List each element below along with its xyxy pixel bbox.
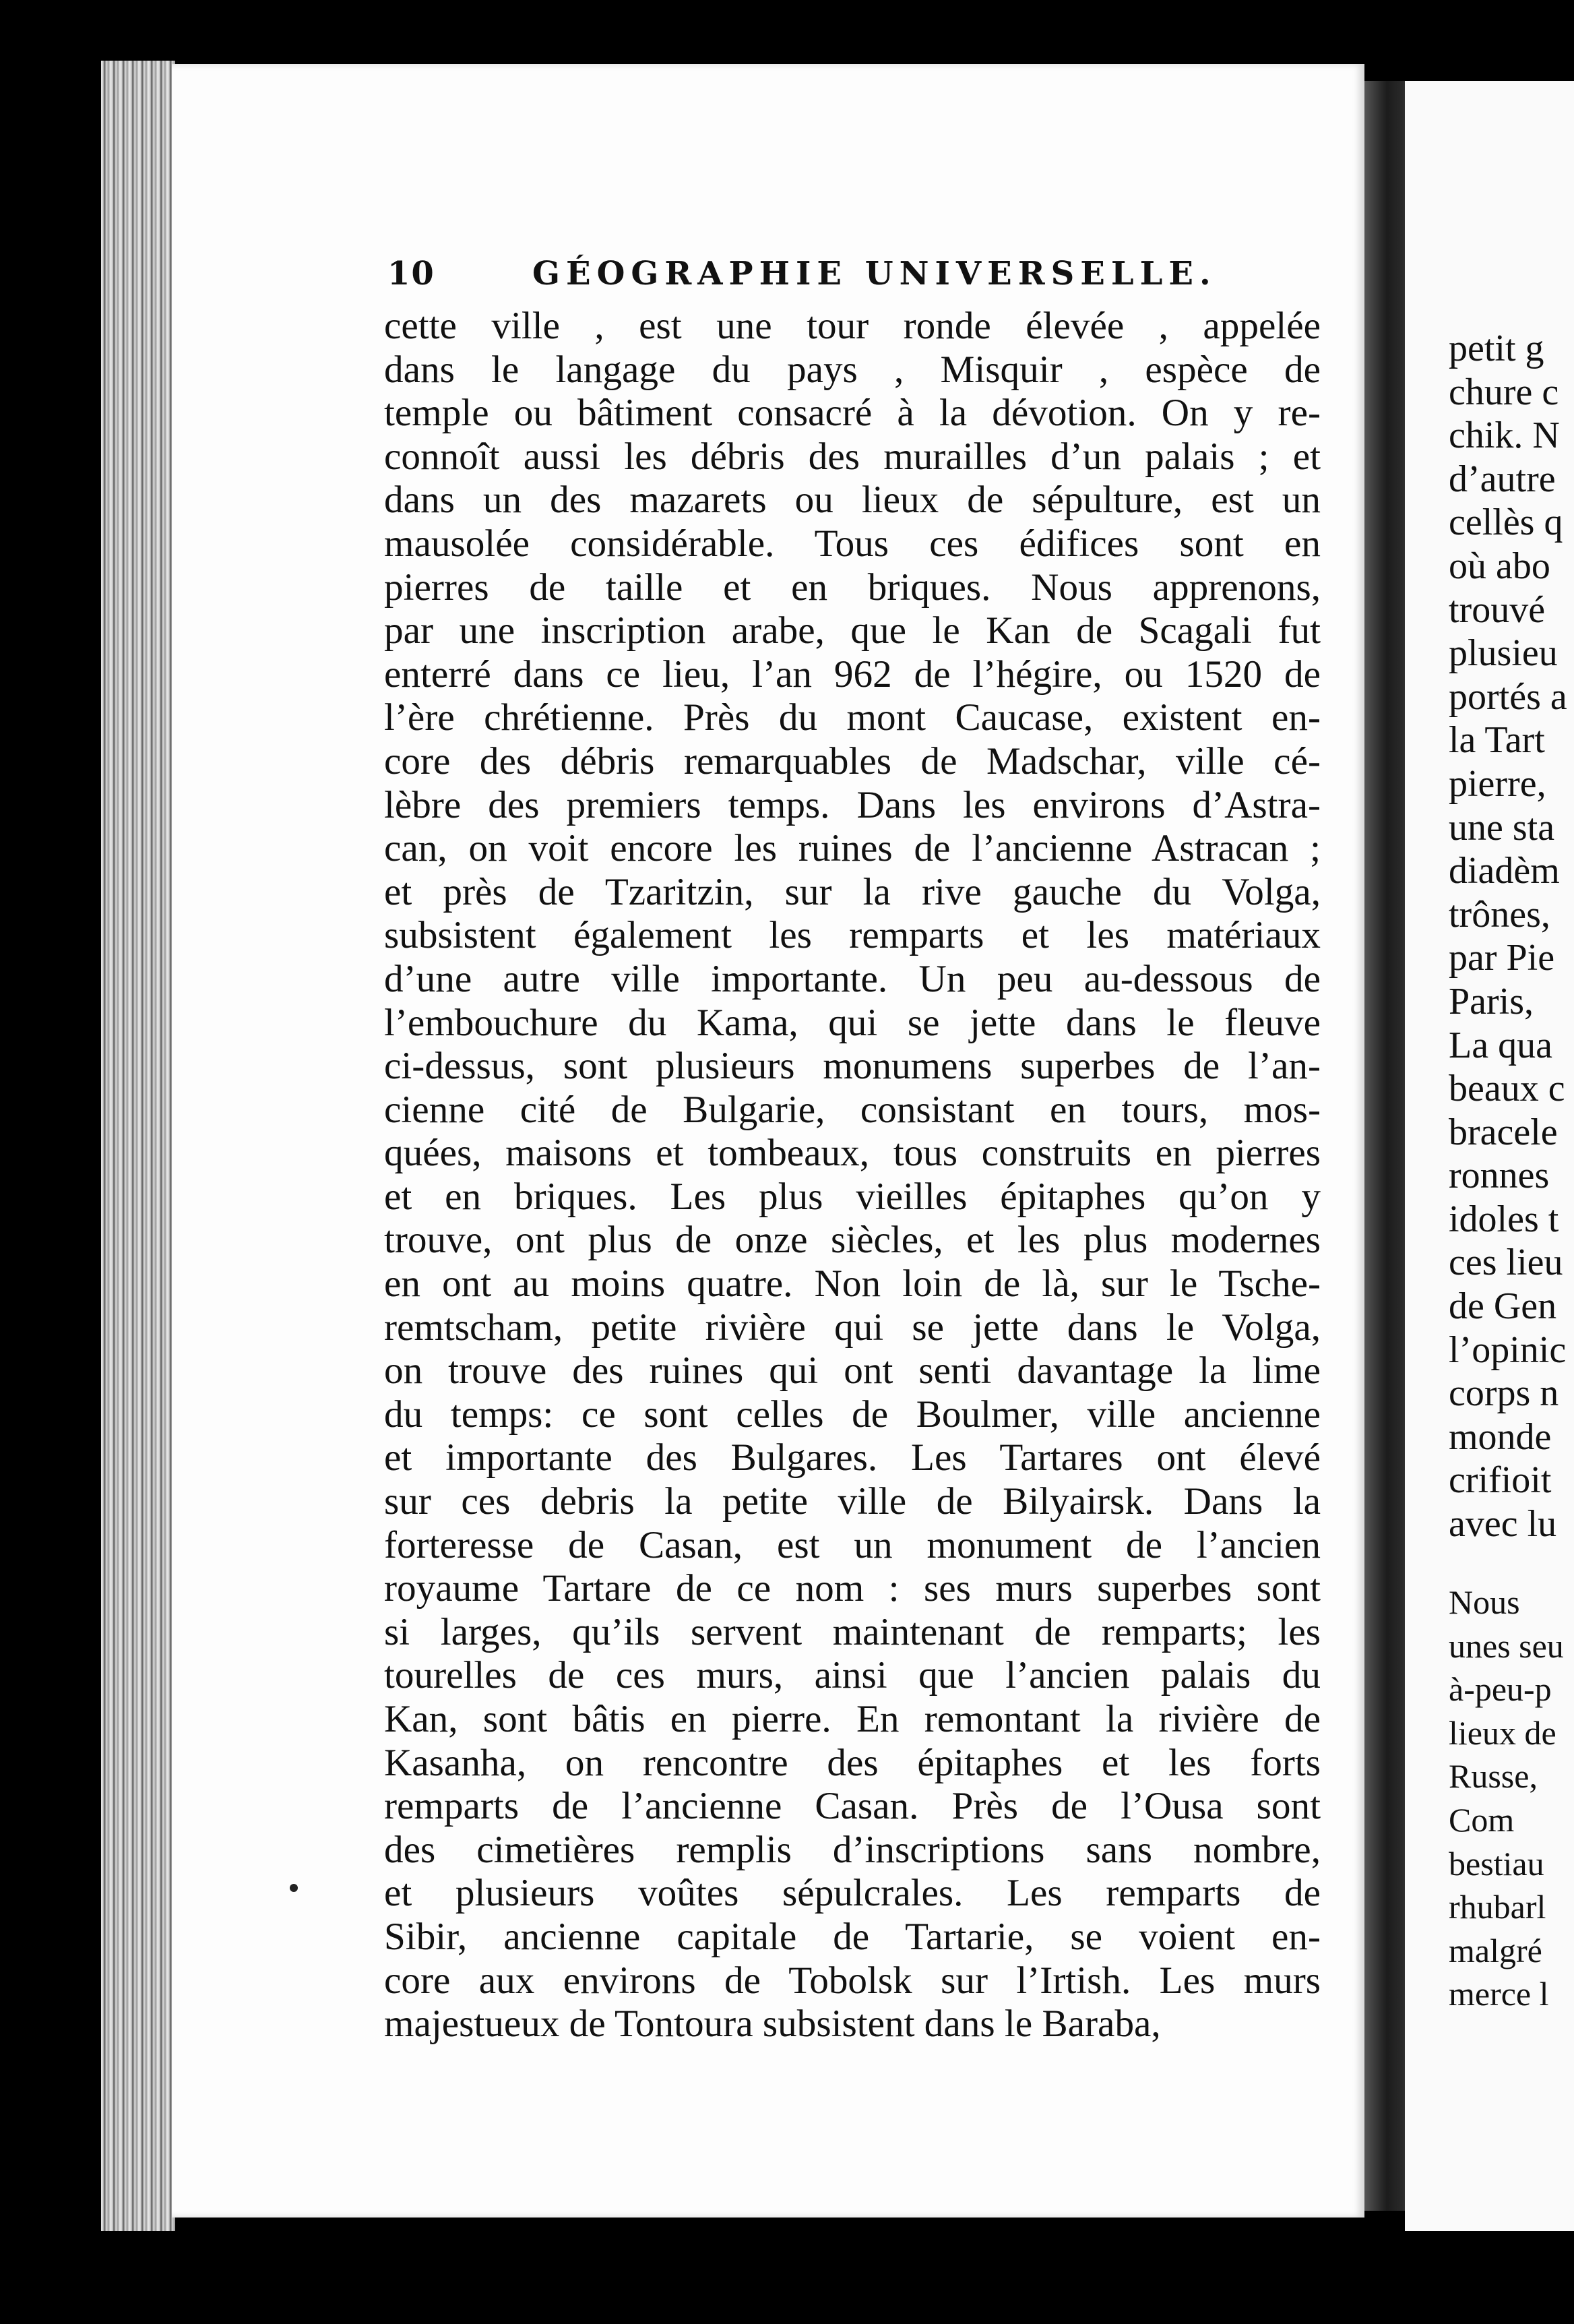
text-line: lèbre des premiers temps. Dans les environs d’Astra- [384, 783, 1321, 826]
text-line: dans le langage du pays , Misquir , espèce de [384, 348, 1321, 391]
right-text-fragment: merce l [1449, 1975, 1549, 2013]
text-line: dans un des mazarets ou lieux de sépulture, est un [384, 479, 1321, 522]
right-page-text-top [1449, 327, 1567, 1546]
right-text-fragment: avec lu [1449, 1503, 1557, 1546]
text-line: remparts de l’ancienne Casan. Près de l’Ousa sont [384, 1785, 1321, 1828]
right-text-fragment: par Pie [1449, 937, 1555, 979]
right-text-fragment: portés a [1449, 675, 1567, 718]
right-text-fragment: La qua [1449, 1024, 1552, 1066]
right-text-fragment: corps n [1449, 1372, 1559, 1415]
text-line: forteresse de Casan, est un monument de l’ancien [384, 1523, 1321, 1566]
running-title: GÉOGRAPHIE UNIVERSELLE. [532, 255, 1217, 293]
text-line: d’une autre ville importante. Un peu au-dessous de [384, 957, 1321, 1000]
right-text-fragment: à-peu-p [1449, 1670, 1552, 1709]
text-line: pierres de taille et en briques. Nous apprenons, [384, 565, 1321, 609]
text-line: cette ville , est une tour ronde élevée , appelée [384, 305, 1321, 347]
book-page-edges [101, 61, 175, 2231]
text-line: et près de Tzaritzin, sur la rive gauche du Volga, [384, 870, 1321, 913]
text-line: si larges, qu’ils servent maintenant de remparts; les [384, 1610, 1321, 1653]
text-line: ci-dessus, sont plusieurs monumens superbes de l’an- [384, 1045, 1321, 1088]
right-text-fragment: diadèm [1449, 850, 1560, 892]
text-line: Kan, sont bâtis en pierre. En remontant la rivière de [384, 1698, 1321, 1740]
text-line: can, on voit encore les ruines de l’ancienne Astracan ; [384, 827, 1321, 870]
right-text-fragment: plusieu [1449, 632, 1558, 675]
text-line: du temps: ce sont celles de Boulmer, ville ancienne [384, 1393, 1321, 1436]
right-text-fragment: la Tart [1449, 719, 1545, 762]
text-line: connoît aussi les débris des murailles d’un palais ; et [384, 435, 1321, 478]
right-text-fragment: Nous [1449, 1583, 1520, 1621]
right-text-fragment: trônes, [1449, 893, 1550, 936]
text-line: core des débris remarquables de Madschar, ville cé- [384, 739, 1321, 783]
text-line: tourelles de ces murs, ainsi que l’ancien palais du [384, 1654, 1321, 1697]
right-text-fragment: petit g [1449, 328, 1544, 369]
right-text-fragment: ronnes [1449, 1155, 1550, 1197]
text-line: trouve, ont plus de onze siècles, et les plus modernes [384, 1219, 1321, 1262]
text-line: en ont au moins quatre. Non loin de là, sur le Tsche- [384, 1262, 1321, 1306]
text-line: enterré dans ce lieu, l’an 962 de l’hégire, ou 1520 de [384, 652, 1321, 696]
right-text-fragment: une sta [1449, 806, 1555, 849]
right-text-fragment: rhubarl [1449, 1888, 1546, 1926]
text-line: par une inscription arabe, que le Kan de Scagali fut [384, 609, 1321, 652]
right-text-fragment: monde [1449, 1415, 1552, 1458]
right-text-fragment: l’opinic [1449, 1328, 1567, 1371]
text-line: remtscham, petite rivière qui se jette dans le Volga, [384, 1306, 1321, 1349]
right-text-fragment: de Gen [1449, 1285, 1557, 1328]
right-text-fragment: bestiau [1449, 1844, 1544, 1883]
text-line: mausolée considérable. Tous ces édifices sont en [384, 522, 1321, 565]
right-text-fragment: Russe, [1449, 1757, 1538, 1796]
right-text-fragment: lieux de [1449, 1713, 1556, 1752]
text-line: et plusieurs voûtes sépulcrales. Les remparts de [384, 1872, 1321, 1915]
right-text-fragment: Com [1449, 1800, 1515, 1839]
right-text-fragment: chure c [1449, 371, 1559, 413]
right-text-fragment: malgré [1449, 1931, 1542, 1969]
text-line: et en briques. Les plus vieilles épitaphes qu’on y [384, 1175, 1321, 1218]
page-number: 10 [387, 255, 435, 293]
right-text-fragment: beaux c [1449, 1068, 1565, 1110]
page-header [387, 255, 1217, 302]
text-line: majestueux de Tontoura subsistent dans le Baraba, [384, 2002, 1161, 2046]
text-line: cienne cité de Bulgarie, consistant en tours, mos- [384, 1088, 1321, 1131]
text-line: core aux environs de Tobolsk sur l’Irtish. Les murs [384, 1959, 1321, 2002]
text-line: temple ou bâtiment consacré à la dévotion. On y re- [384, 392, 1321, 435]
body-text [384, 305, 1321, 2046]
right-text-fragment: où abo [1449, 545, 1550, 587]
right-text-fragment: pierre, [1449, 762, 1546, 805]
right-page-text-bottom [1449, 1581, 1564, 2016]
right-text-fragment: ces lieu [1449, 1242, 1563, 1284]
text-line: subsistent également les remparts et les matériaux [384, 914, 1321, 957]
text-line: et importante des Bulgares. Les Tartares ont élevé [384, 1436, 1321, 1479]
right-text-fragment: unes seu [1449, 1626, 1564, 1665]
right-text-fragment: cellès q [1449, 501, 1563, 544]
right-text-fragment: chik. N [1449, 415, 1560, 457]
right-text-fragment: bracele [1449, 1111, 1558, 1153]
right-text-fragment: crifioit [1449, 1459, 1552, 1502]
right-text-fragment: trouvé [1449, 588, 1546, 631]
text-line: l’embouchure du Kama, qui se jette dans le fleuve [384, 1001, 1321, 1044]
text-line: quées, maisons et tombeaux, tous construits en pierres [384, 1132, 1321, 1175]
text-line: sur ces debris la petite ville de Bilyairsk. Dans la [384, 1480, 1321, 1523]
text-line: on trouve des ruines qui ont senti davantage la lime [384, 1349, 1321, 1393]
text-line: l’ère chrétienne. Près du mont Caucase, existent en- [384, 696, 1321, 739]
text-line: des cimetières remplis d’inscriptions sans nombre, [384, 1828, 1321, 1871]
text-line: royaume Tartare de ce nom : ses murs superbes sont [384, 1567, 1321, 1610]
text-line: Kasanha, on rencontre des épitaphes et les forts [384, 1741, 1321, 1784]
right-text-fragment: Paris, [1449, 980, 1534, 1022]
ink-speck [290, 1884, 298, 1892]
right-text-fragment: d’autre [1449, 458, 1556, 500]
right-text-fragment: idoles t [1449, 1198, 1559, 1240]
text-line: Sibir, ancienne capitale de Tartarie, se voient en- [384, 1915, 1321, 1958]
